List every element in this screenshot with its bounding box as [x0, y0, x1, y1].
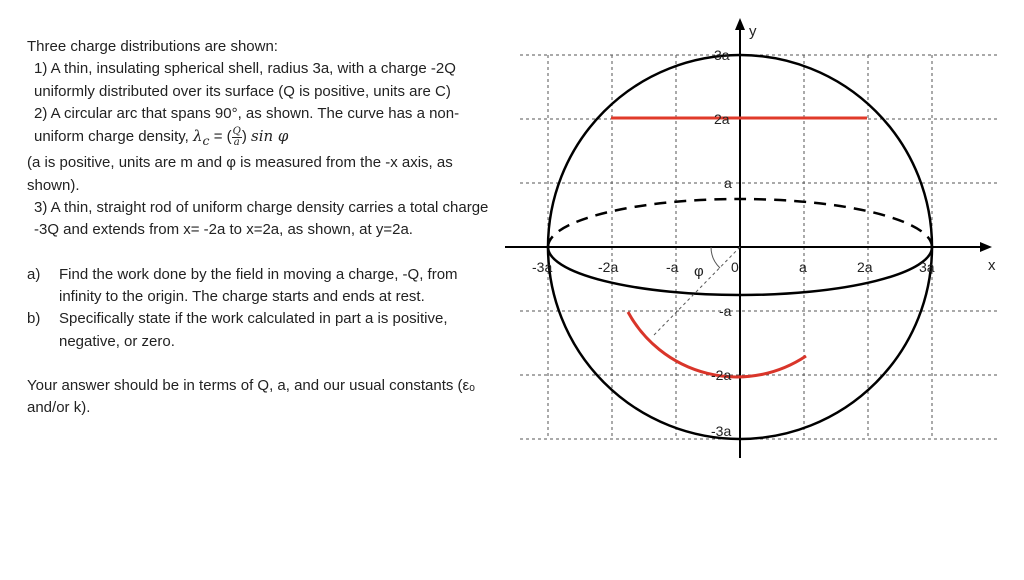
x-tick-label: a	[799, 259, 807, 275]
x-axis-arrow-icon	[980, 242, 992, 252]
x-tick-label: 2a	[857, 259, 873, 275]
part-a-text: Find the work done by the field in moving a charge, -Q, from infinity to the origin. The charge starts and ends at rest.	[59, 265, 458, 305]
x-tick-labels	[532, 259, 935, 275]
part-b-text: Specifically state if the work calculated in part a is positive, negative, or zero.	[59, 310, 448, 350]
y-tick-labels	[711, 47, 732, 439]
y-tick-label: -a	[719, 303, 732, 319]
item-3-text: 3) A thin, straight rod of uniform charge density carries a total charge -3Q and extends from x= -2a to x=2a, as shown, at y=2a.	[34, 199, 489, 239]
lambda-subscript: c	[202, 133, 210, 149]
part-a-label: a)	[27, 265, 41, 283]
sine-function: sin φ	[251, 127, 289, 146]
intro-text: Three charge distributions are shown:	[27, 38, 278, 55]
phi-angle-label: φ	[694, 263, 704, 280]
part-b-label: b)	[27, 310, 41, 328]
angle-arc	[711, 247, 720, 268]
item-2-text: 2) A circular arc that spans 90°, as shown. The curve has a non-uniform charge density, $\lambda_c$ = ( $\frac{Q}{a}$ ) sin φ	[34, 104, 460, 149]
axes	[505, 18, 992, 458]
lambda-symbol: λ	[192, 127, 203, 146]
item-2-prefix: 2) A circular arc that spans 90°, as shown. The curve has a non-uniform charge density,	[34, 104, 460, 146]
x-tick-label: 3a	[919, 259, 935, 275]
x-tick-label: -a	[666, 259, 679, 275]
item-1-text: 1) A thin, insulating spherical shell, radius 3a, with a charge -2Q uniformly distributed over its surface (Q is positive, units are C)	[34, 60, 456, 100]
x-tick-label: -2a	[598, 259, 619, 275]
y-tick-label: 2a	[714, 111, 730, 127]
item-2-note: (a is positive, units are m and φ is measured from the -x axis, as shown).	[27, 154, 453, 194]
y-axis-arrow-icon	[735, 18, 745, 30]
fraction-numerator: Q	[232, 125, 241, 137]
equals-sign: =	[213, 128, 223, 146]
x-axis-label: x	[988, 257, 996, 274]
y-tick-label: a	[724, 175, 732, 191]
answer-note: Your answer should be in terms of Q, a, and our usual constants (εₒ and/or k).	[27, 376, 475, 417]
y-tick-label: -3a	[711, 423, 732, 439]
y-axis-label: y	[749, 23, 757, 40]
x-tick-label: -3a	[532, 259, 553, 275]
y-tick-label: -2a	[711, 367, 732, 383]
y-tick-label: 3a	[714, 47, 730, 63]
x-tick-label: 0	[731, 259, 739, 275]
fraction-denominator: a	[233, 136, 240, 148]
